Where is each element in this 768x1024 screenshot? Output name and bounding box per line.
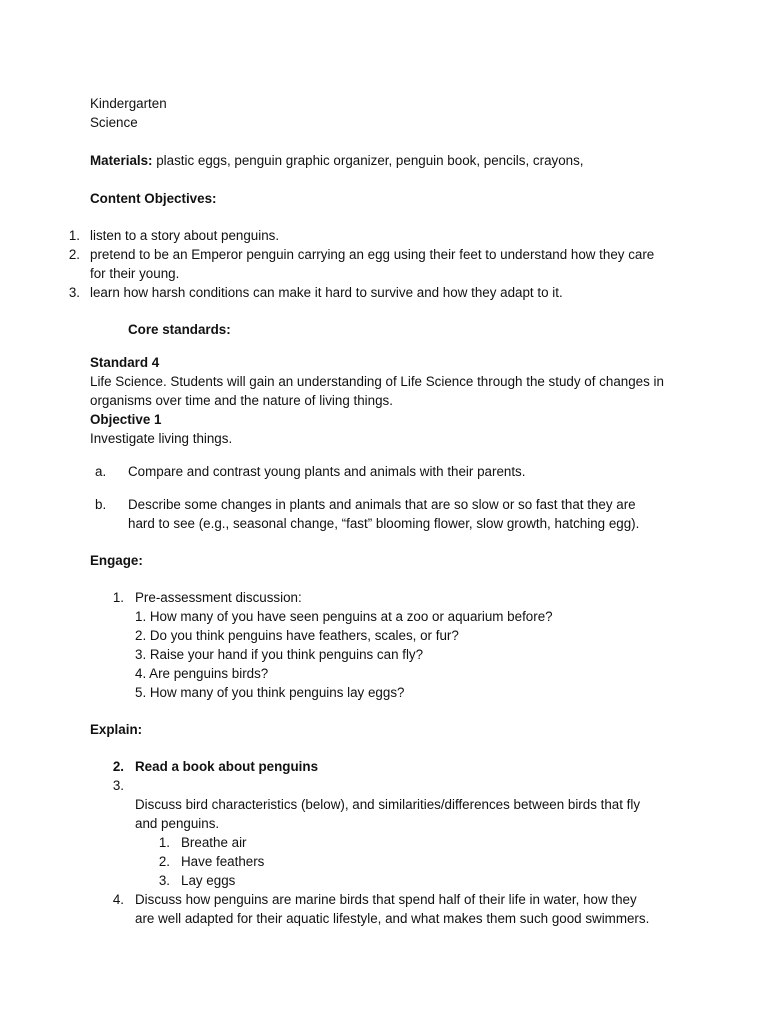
engage-question: 5. How many of you think penguins lay eggs?: [135, 685, 405, 700]
characteristic-text: Breathe air: [181, 835, 247, 850]
objective-number: 1.: [68, 228, 80, 243]
materials-line: [90, 151, 584, 170]
materials-label: Materials:: [90, 153, 153, 168]
standard-item-text: hard to see (e.g., seasonal change, “fast” blooming flower, slow growth, hatching egg).: [128, 516, 640, 531]
explain-item-number: 3.: [112, 778, 124, 793]
content-objectives-heading: Content Objectives:: [90, 191, 217, 206]
characteristic-number: 2.: [158, 854, 170, 869]
objective-text: learn how harsh conditions can make it hard to survive and how they adapt to it.: [90, 285, 563, 300]
engage-item-number: 1.: [112, 590, 124, 605]
engage-question: 3. Raise your hand if you think penguins can fly?: [135, 647, 424, 662]
objective-description: Investigate living things.: [90, 431, 233, 446]
standard-heading: Standard 4: [90, 355, 160, 370]
explain-item-text: Read a book about penguins: [135, 759, 319, 774]
engage-question: 2. Do you think penguins have feathers, scales, or fur?: [135, 628, 459, 643]
objective-number: 2.: [68, 247, 80, 262]
standard-item-letter: b.: [95, 497, 107, 512]
objective-text: pretend to be an Emperor penguin carrying an egg using their feet to understand how they care: [90, 247, 655, 262]
objective-text: listen to a story about penguins.: [90, 228, 280, 243]
subject-label: Science: [90, 115, 138, 130]
engage-item-title: Pre-assessment discussion:: [135, 590, 302, 605]
objective-text: for their young.: [90, 266, 180, 281]
standard-text: organisms over time and the nature of living things.: [90, 393, 393, 408]
objective-heading: Objective 1: [90, 412, 162, 427]
explain-item-text: Discuss how penguins are marine birds that spend half of their life in water, how they: [135, 892, 637, 907]
explain-item-text: are well adapted for their aquatic lifestyle, and what makes them such good swimmers.: [135, 911, 650, 926]
standard-item-text: Compare and contrast young plants and animals with their parents.: [128, 464, 526, 479]
characteristic-text: Lay eggs: [181, 873, 236, 888]
characteristic-text: Have feathers: [181, 854, 265, 869]
characteristic-number: 1.: [158, 835, 170, 850]
explain-item-number: 4.: [112, 892, 124, 907]
engage-heading: Engage:: [90, 553, 143, 568]
standard-text: Life Science. Students will gain an understanding of Life Science through the study of changes in: [90, 374, 664, 389]
characteristic-number: 3.: [158, 873, 170, 888]
materials-text: plastic eggs, penguin graphic organizer, penguin book, pencils, crayons,: [152, 153, 584, 168]
explain-heading: Explain:: [90, 722, 143, 737]
objective-number: 3.: [68, 285, 80, 300]
standard-item-text: Describe some changes in plants and animals that are so slow or so fast that they are: [128, 497, 636, 512]
engage-question: 1. How many of you have seen penguins at a zoo or aquarium before?: [135, 609, 553, 624]
grade-label: Kindergarten: [90, 96, 167, 111]
core-standards-heading: Core standards:: [128, 322, 231, 337]
explain-item-text: and penguins.: [135, 816, 220, 831]
engage-question: 4. Are penguins birds?: [135, 666, 269, 681]
standard-item-letter: a.: [95, 464, 107, 479]
explain-item-number: 2.: [112, 759, 124, 774]
explain-item-text: Discuss bird characteristics (below), and similarities/differences between birds that fly: [135, 797, 641, 812]
